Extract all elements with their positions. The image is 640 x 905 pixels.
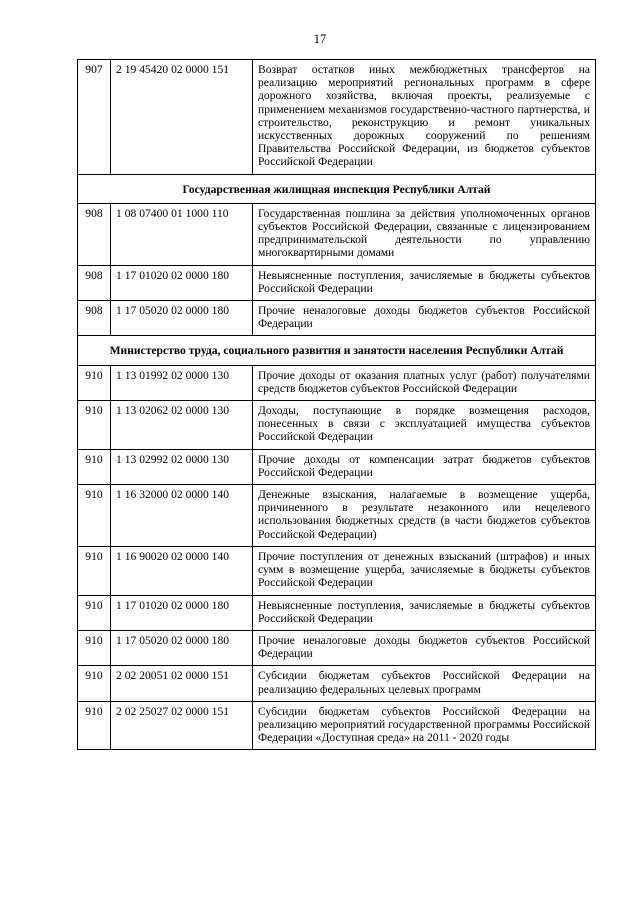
table-row xyxy=(78,630,596,665)
description-cell: Субсидии бюджетам субъектов Российской Федерации на реализацию мероприятий государственной программы Российской Федерации «Доступная среда» на 2011 - 2020 годы xyxy=(253,701,596,750)
admin-code-cell: 910 xyxy=(78,630,111,665)
description-cell: Субсидии бюджетам субъектов Российской Федерации на реализацию федеральных целевых программ xyxy=(253,666,596,701)
description-cell: Государственная пошлина за действия уполномоченных органов субъектов Российской Федерации, связанные с лицензированием предпринимательской деятельности по управлению многоквартирными домами xyxy=(253,203,596,265)
table-row xyxy=(78,701,596,750)
budget-code-cell: 1 13 02062 02 0000 130 xyxy=(111,401,253,450)
admin-code-cell: 910 xyxy=(78,485,111,547)
admin-code-cell: 907 xyxy=(78,60,111,175)
description-cell: Возврат остатков иных межбюджетных трансфертов на реализацию мероприятий региональных программ в сфере дорожного хозяйства, включая проекты, реализуемые с применением механизмов государственно-частного партнерства, и строительство, реконструкцию и ремонт уникальных искусственных дорожных сооружений по решениям Правительства Российской Федерации, из бюджетов субъектов Российской Федерации xyxy=(253,60,596,175)
budget-code-cell: 1 17 05020 02 0000 180 xyxy=(111,630,253,665)
budget-code-cell: 2 02 25027 02 0000 151 xyxy=(111,701,253,750)
table-row xyxy=(78,301,596,336)
table-row xyxy=(78,449,596,484)
section-title: Государственная жилищная инспекция Республики Алтай xyxy=(78,174,596,203)
budget-code-cell: 2 02 20051 02 0000 151 xyxy=(111,666,253,701)
table-row xyxy=(78,485,596,547)
budget-code-cell: 1 13 02992 02 0000 130 xyxy=(111,449,253,484)
description-cell: Прочие доходы от оказания платных услуг (работ) получателями средств бюджетов субъектов Российской Федерации xyxy=(253,365,596,400)
budget-code-cell: 1 13 01992 02 0000 130 xyxy=(111,365,253,400)
admin-code-cell: 910 xyxy=(78,666,111,701)
table-row xyxy=(78,546,596,595)
section-header-row xyxy=(78,174,596,203)
admin-code-cell: 910 xyxy=(78,595,111,630)
admin-code-cell: 910 xyxy=(78,546,111,595)
admin-code-cell: 910 xyxy=(78,401,111,450)
budget-code-cell: 1 16 90020 02 0000 140 xyxy=(111,546,253,595)
table-row xyxy=(78,265,596,300)
description-cell: Доходы, поступающие в порядке возмещения расходов, понесенных в связи с эксплуатацией имущества субъектов Российской Федерации xyxy=(253,401,596,450)
admin-code-cell: 908 xyxy=(78,203,111,265)
revenue-codes-table xyxy=(77,59,596,750)
section-header-row xyxy=(78,336,596,365)
description-cell: Прочие неналоговые доходы бюджетов субъектов Российской Федерации xyxy=(253,630,596,665)
table-row xyxy=(78,60,596,175)
admin-code-cell: 910 xyxy=(78,701,111,750)
description-cell: Невыясненные поступления, зачисляемые в бюджеты субъектов Российской Федерации xyxy=(253,595,596,630)
table-row xyxy=(78,365,596,400)
table-row xyxy=(78,203,596,265)
description-cell: Денежные взыскания, налагаемые в возмещение ущерба, причиненного в результате незаконного или нецелевого использования бюджетных средств (в части бюджетов субъектов Российской Федерации) xyxy=(253,485,596,547)
admin-code-cell: 910 xyxy=(78,365,111,400)
section-title: Министерство труда, социального развития и занятости населения Республики Алтай xyxy=(78,336,596,365)
table-row xyxy=(78,595,596,630)
budget-code-cell: 2 19 45420 02 0000 151 xyxy=(111,60,253,175)
budget-code-cell: 1 17 01020 02 0000 180 xyxy=(111,595,253,630)
table-row xyxy=(78,666,596,701)
budget-code-cell: 1 16 32000 02 0000 140 xyxy=(111,485,253,547)
admin-code-cell: 908 xyxy=(78,301,111,336)
budget-code-cell: 1 08 07400 01 1000 110 xyxy=(111,203,253,265)
table-row xyxy=(78,401,596,450)
admin-code-cell: 910 xyxy=(78,449,111,484)
description-cell: Прочие неналоговые доходы бюджетов субъектов Российской Федерации xyxy=(253,301,596,336)
budget-code-cell: 1 17 01020 02 0000 180 xyxy=(111,265,253,300)
budget-code-cell: 1 17 05020 02 0000 180 xyxy=(111,301,253,336)
page-number: 17 xyxy=(313,32,327,46)
admin-code-cell: 908 xyxy=(78,265,111,300)
description-cell: Прочие доходы от компенсации затрат бюджетов субъектов Российской Федерации xyxy=(253,449,596,484)
description-cell: Невыясненные поступления, зачисляемые в бюджеты субъектов Российской Федерации xyxy=(253,265,596,300)
description-cell: Прочие поступления от денежных взысканий (штрафов) и иных сумм в возмещение ущерба, зачисляемые в бюджеты субъектов Российской Федерации xyxy=(253,546,596,595)
